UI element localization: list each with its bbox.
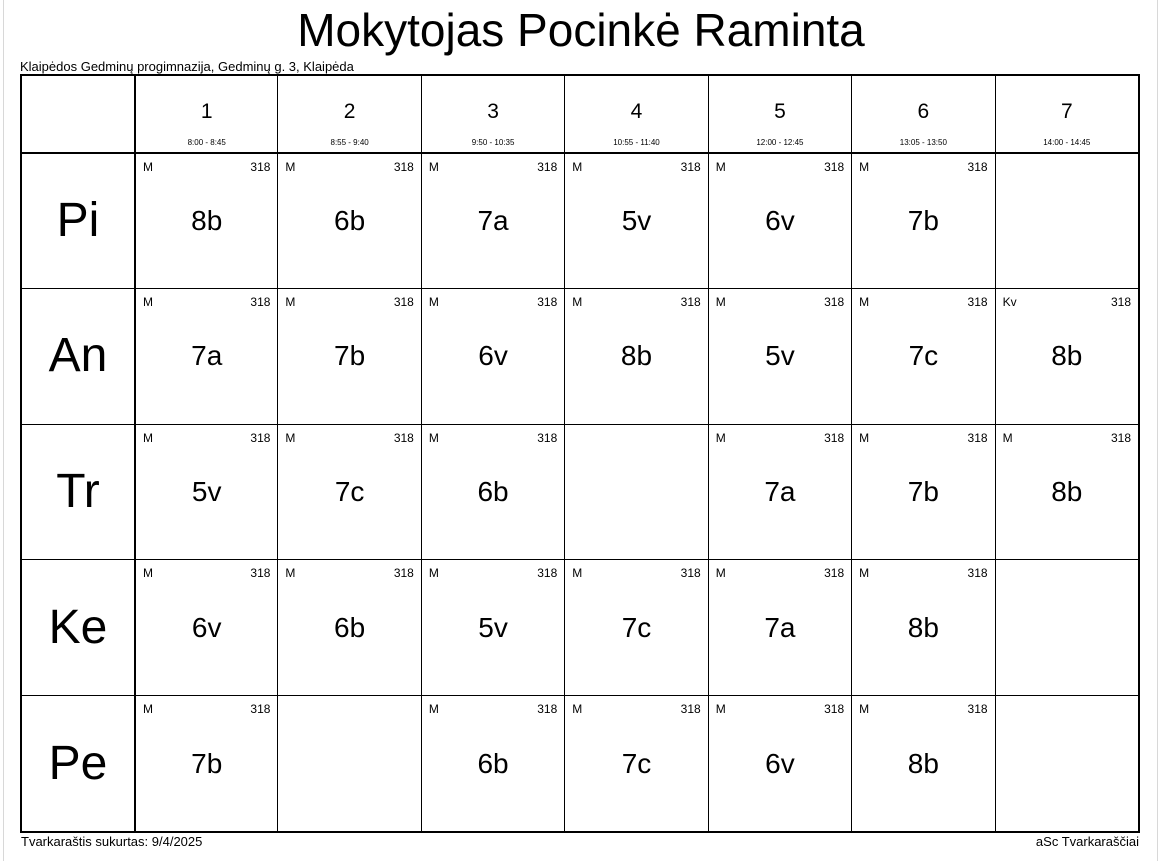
empty-cell bbox=[564, 424, 707, 560]
lesson-room: 318 bbox=[1110, 430, 1131, 445]
lesson-subject: M bbox=[285, 160, 296, 174]
lesson-subject: M bbox=[143, 566, 153, 581]
lesson-cell bbox=[277, 559, 420, 695]
day-label: Tr bbox=[56, 464, 100, 518]
lesson-class: 7c bbox=[334, 475, 365, 507]
period-time: 9:50 - 10:35 bbox=[471, 138, 515, 147]
school-address: Klaipėdos Gedminų progimnazija, Gedminų g. 3, Klaipėda bbox=[20, 59, 354, 74]
empty-cell bbox=[277, 695, 420, 831]
empty-cell bbox=[995, 559, 1138, 695]
lesson-subject: M bbox=[859, 566, 870, 581]
period-header-5 bbox=[708, 76, 851, 152]
lesson-subject: M bbox=[715, 294, 726, 309]
period-header-6 bbox=[851, 76, 994, 152]
lesson-cell bbox=[708, 424, 851, 560]
lesson-subject: M bbox=[572, 702, 583, 717]
lesson-subject: M bbox=[715, 430, 726, 445]
lesson-subject: M bbox=[428, 160, 439, 174]
lesson-room: 318 bbox=[967, 566, 988, 581]
lesson-room: 318 bbox=[537, 160, 558, 174]
lesson-cell bbox=[851, 152, 994, 288]
lesson-subject: M bbox=[859, 160, 870, 174]
lesson-class: 6b bbox=[334, 204, 366, 236]
lesson-cell bbox=[421, 288, 564, 424]
lesson-class: 5v bbox=[621, 204, 652, 236]
lesson-subject: M bbox=[715, 566, 726, 581]
lesson-room: 318 bbox=[680, 160, 701, 174]
lesson-room: 318 bbox=[250, 294, 271, 309]
lesson-class: 6v bbox=[765, 747, 795, 779]
lesson-cell bbox=[851, 288, 994, 424]
period-time: 8:00 - 8:45 bbox=[187, 138, 226, 147]
lesson-room: 318 bbox=[967, 160, 988, 174]
lesson-class: 7b bbox=[334, 340, 366, 372]
lesson-room: 318 bbox=[824, 430, 845, 445]
lesson-room: 318 bbox=[1110, 294, 1131, 309]
lesson-room: 318 bbox=[537, 430, 558, 445]
period-header-2 bbox=[277, 76, 420, 152]
lesson-class: 7a bbox=[191, 340, 223, 372]
lesson-subject: M bbox=[143, 702, 153, 717]
lesson-class: 8b bbox=[191, 204, 223, 236]
lesson-subject: Kv bbox=[1002, 294, 1017, 309]
period-time: 8:55 - 9:40 bbox=[330, 138, 369, 147]
empty-cell bbox=[995, 152, 1138, 288]
lesson-class: 7b bbox=[191, 747, 223, 779]
lesson-room: 318 bbox=[250, 430, 271, 445]
lesson-subject: M bbox=[859, 702, 870, 717]
lesson-room: 318 bbox=[680, 702, 701, 717]
lesson-room: 318 bbox=[967, 430, 988, 445]
lesson-class: 8b bbox=[907, 747, 939, 779]
period-time: 14:00 - 14:45 bbox=[1043, 138, 1091, 147]
lesson-room: 318 bbox=[393, 294, 414, 309]
lesson-subject: M bbox=[143, 294, 153, 309]
lesson-class: 8b bbox=[907, 611, 939, 643]
lesson-cell bbox=[851, 424, 994, 560]
day-label: Pe bbox=[48, 736, 108, 790]
lesson-cell bbox=[851, 559, 994, 695]
lesson-room: 318 bbox=[824, 294, 845, 309]
lesson-room: 318 bbox=[393, 566, 414, 581]
lesson-room: 318 bbox=[393, 160, 414, 174]
lesson-class: 5v bbox=[191, 475, 222, 507]
lesson-room: 318 bbox=[250, 160, 271, 174]
lesson-subject: M bbox=[285, 566, 296, 581]
page-edge-left bbox=[3, 0, 4, 861]
lesson-cell bbox=[708, 288, 851, 424]
lesson-room: 318 bbox=[680, 294, 701, 309]
lesson-cell bbox=[708, 559, 851, 695]
lesson-room: 318 bbox=[824, 702, 845, 717]
lesson-cell bbox=[564, 695, 707, 831]
period-time: 12:00 - 12:45 bbox=[756, 138, 804, 147]
lesson-cell bbox=[708, 695, 851, 831]
lesson-class: 7a bbox=[764, 611, 796, 643]
lesson-cell bbox=[564, 288, 707, 424]
lesson-cell bbox=[134, 424, 277, 560]
lesson-subject: M bbox=[285, 430, 296, 445]
period-number: 2 bbox=[343, 100, 356, 123]
lesson-cell bbox=[421, 695, 564, 831]
lesson-class: 7c bbox=[908, 340, 939, 372]
lesson-subject: M bbox=[285, 294, 296, 309]
lesson-room: 318 bbox=[824, 160, 845, 174]
period-header-7 bbox=[995, 76, 1138, 152]
period-header-1 bbox=[134, 76, 277, 152]
lesson-subject: M bbox=[572, 160, 583, 174]
lesson-room: 318 bbox=[250, 702, 271, 717]
lesson-room: 318 bbox=[824, 566, 845, 581]
lesson-class: 8b bbox=[620, 340, 653, 372]
period-number: 6 bbox=[917, 100, 930, 123]
lesson-subject: M bbox=[1002, 430, 1013, 445]
period-number: 7 bbox=[1060, 100, 1073, 123]
created-date: Tvarkaraštis sukurtas: 9/4/2025 bbox=[21, 834, 203, 849]
lesson-subject: M bbox=[143, 160, 153, 174]
lesson-cell bbox=[995, 424, 1138, 560]
lesson-subject: M bbox=[143, 430, 153, 445]
lesson-subject: M bbox=[428, 430, 439, 445]
lesson-room: 318 bbox=[967, 294, 988, 309]
lesson-cell bbox=[421, 424, 564, 560]
lesson-subject: M bbox=[715, 160, 726, 174]
day-header-tr bbox=[22, 424, 134, 560]
lesson-class: 8b bbox=[1051, 340, 1083, 372]
page-edge-right bbox=[1157, 0, 1158, 861]
lesson-class: 7b bbox=[907, 475, 939, 507]
lesson-cell bbox=[277, 424, 420, 560]
timetable-grid bbox=[20, 74, 1140, 833]
lesson-class: 7c bbox=[621, 747, 652, 779]
lesson-cell bbox=[134, 695, 277, 831]
lesson-subject: M bbox=[572, 294, 583, 309]
lesson-class: 6b bbox=[334, 611, 366, 643]
lesson-room: 318 bbox=[680, 566, 701, 581]
lesson-cell bbox=[564, 152, 707, 288]
lesson-room: 318 bbox=[537, 294, 558, 309]
period-number: 3 bbox=[487, 100, 499, 123]
lesson-class: 7a bbox=[477, 204, 509, 236]
lesson-room: 318 bbox=[250, 566, 271, 581]
lesson-room: 318 bbox=[393, 430, 414, 445]
day-label: Ke bbox=[48, 600, 108, 654]
period-time: 13:05 - 13:50 bbox=[899, 138, 947, 147]
lesson-class: 6v bbox=[765, 204, 795, 236]
lesson-cell bbox=[421, 559, 564, 695]
lesson-cell bbox=[421, 152, 564, 288]
lesson-class: 7a bbox=[764, 475, 796, 507]
lesson-cell bbox=[564, 559, 707, 695]
lesson-class: 6v bbox=[478, 340, 508, 372]
period-number: 1 bbox=[200, 100, 213, 123]
lesson-cell bbox=[134, 288, 277, 424]
lesson-subject: M bbox=[428, 702, 439, 717]
lesson-class: 6v bbox=[191, 611, 222, 643]
software-brand: aSc Tvarkaraščiai bbox=[1035, 834, 1139, 849]
lesson-cell bbox=[277, 152, 420, 288]
lesson-subject: M bbox=[715, 702, 726, 717]
lesson-class: 7b bbox=[907, 204, 939, 236]
lesson-cell bbox=[134, 559, 277, 695]
period-header-4 bbox=[564, 76, 707, 152]
day-header-an bbox=[22, 288, 134, 424]
lesson-class: 6b bbox=[477, 747, 509, 779]
lesson-class: 8b bbox=[1051, 475, 1083, 507]
period-time: 10:55 - 11:40 bbox=[613, 138, 660, 147]
day-label: Pi bbox=[56, 193, 100, 247]
lesson-room: 318 bbox=[967, 702, 988, 717]
lesson-subject: M bbox=[859, 430, 870, 445]
period-number: 5 bbox=[774, 100, 786, 123]
period-header-3 bbox=[421, 76, 564, 152]
lesson-cell bbox=[277, 288, 420, 424]
lesson-room: 318 bbox=[537, 702, 558, 717]
page-title: Mokytojas Pocinkė Raminta bbox=[297, 4, 865, 56]
lesson-cell bbox=[851, 695, 994, 831]
lesson-cell bbox=[134, 152, 277, 288]
lesson-class: 5v bbox=[765, 340, 795, 372]
day-header-pe bbox=[22, 695, 134, 831]
lesson-class: 5v bbox=[478, 611, 508, 643]
day-label: An bbox=[48, 329, 108, 383]
lesson-subject: M bbox=[428, 566, 439, 581]
period-number: 4 bbox=[630, 100, 643, 123]
lesson-class: 6b bbox=[477, 475, 509, 507]
lesson-subject: M bbox=[428, 294, 439, 309]
lesson-subject: M bbox=[859, 294, 870, 309]
day-header-pi bbox=[22, 152, 134, 288]
empty-cell bbox=[995, 695, 1138, 831]
corner-cell bbox=[22, 76, 134, 152]
lesson-cell bbox=[708, 152, 851, 288]
lesson-cell bbox=[995, 288, 1138, 424]
lesson-subject: M bbox=[572, 566, 583, 581]
day-header-ke bbox=[22, 559, 134, 695]
lesson-room: 318 bbox=[537, 566, 558, 581]
lesson-class: 7c bbox=[621, 611, 652, 643]
